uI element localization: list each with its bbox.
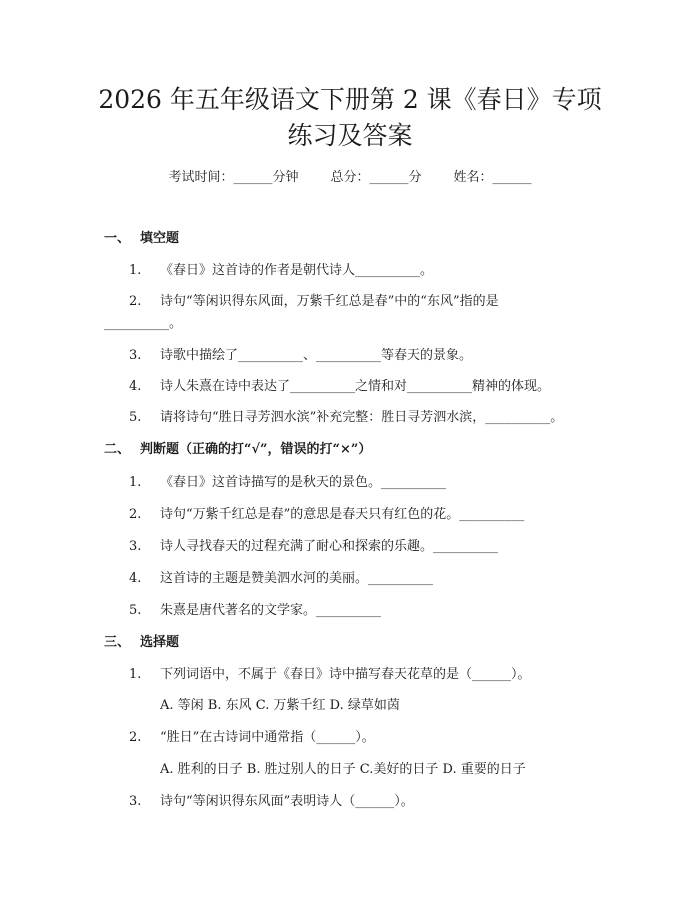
question-number: 5.	[129, 410, 142, 425]
document-title-line-2: 练习及答案	[287, 121, 413, 150]
question-text-continued: __________。	[104, 316, 183, 331]
question-text: 《春日》这首诗的作者是朝代诗人__________。	[160, 263, 434, 278]
exam-score: 总分：______分	[330, 170, 422, 185]
question-text: 诗人寻找春天的过程充满了耐心和探索的乐趣。__________	[160, 539, 499, 554]
question-number: 3.	[129, 539, 142, 554]
section-heading-judge	[104, 440, 371, 460]
question-number: 4.	[129, 379, 142, 394]
section-number: 三、	[104, 635, 131, 650]
question-number: 1.	[129, 263, 142, 278]
question-number: 3.	[129, 794, 142, 809]
question-text: “胜日”在古诗词中通常指（______）。	[160, 730, 375, 745]
question-number: 2.	[129, 507, 142, 522]
section-number: 二、	[104, 442, 131, 457]
answer-options: A. 胜利的日子 B. 胜过别人的日子 C.美好的日子 D. 重要的日子	[160, 762, 526, 777]
question-text: 朱熹是唐代著名的文学家。__________	[160, 603, 382, 618]
document-title-line-1: 2026 年五年级语文下册第 2 课《春日》专项	[98, 85, 602, 114]
exam-time: 考试时间：______分钟	[168, 170, 299, 185]
question-text: 下列词语中，不属于《春日》诗中描写春天花草的是（______）。	[160, 667, 531, 682]
question-number: 4.	[129, 571, 142, 586]
section-title: 填空题	[140, 231, 180, 246]
exam-name: 姓名：______	[453, 170, 532, 185]
question-text: 诗句“等闲识得东风面”表明诗人（______）。	[160, 794, 414, 809]
question-text: 诗人朱熹在诗中表达了__________之情和对__________精神的体现。	[160, 379, 551, 394]
question-text: 诗歌中描绘了__________、__________等春天的景象。	[160, 348, 473, 363]
question-number: 2.	[129, 294, 142, 309]
exam-info	[0, 168, 700, 188]
question-text: 诗句“等闲识得东风面，万紫千红总是春”中的“东风”指的是	[160, 294, 499, 309]
question-number: 2.	[129, 730, 142, 745]
section-heading-choice	[104, 633, 179, 653]
section-number: 一、	[104, 231, 131, 246]
section-title: 判断题（正确的打“√”，错误的打“×”）	[140, 442, 372, 457]
answer-options: A. 等闲 B. 东风 C. 万紫千红 D. 绿草如茵	[160, 698, 400, 713]
question-text: 请将诗句“胜日寻芳泗水滨”补充完整：胜日寻芳泗水滨，__________。	[160, 410, 564, 425]
question-text: 这首诗的主题是赞美泗水河的美丽。__________	[160, 571, 434, 586]
section-heading-fill	[104, 229, 179, 249]
section-title: 选择题	[140, 635, 180, 650]
question-number: 1.	[129, 475, 142, 490]
question-number: 5.	[129, 603, 142, 618]
question-text: 诗句“万紫千红总是春”的意思是春天只有红色的花。__________	[160, 507, 525, 522]
question-text: 《春日》这首诗描写的是秋天的景色。__________	[160, 475, 447, 490]
question-number: 3.	[129, 348, 142, 363]
question-number: 1.	[129, 667, 142, 682]
